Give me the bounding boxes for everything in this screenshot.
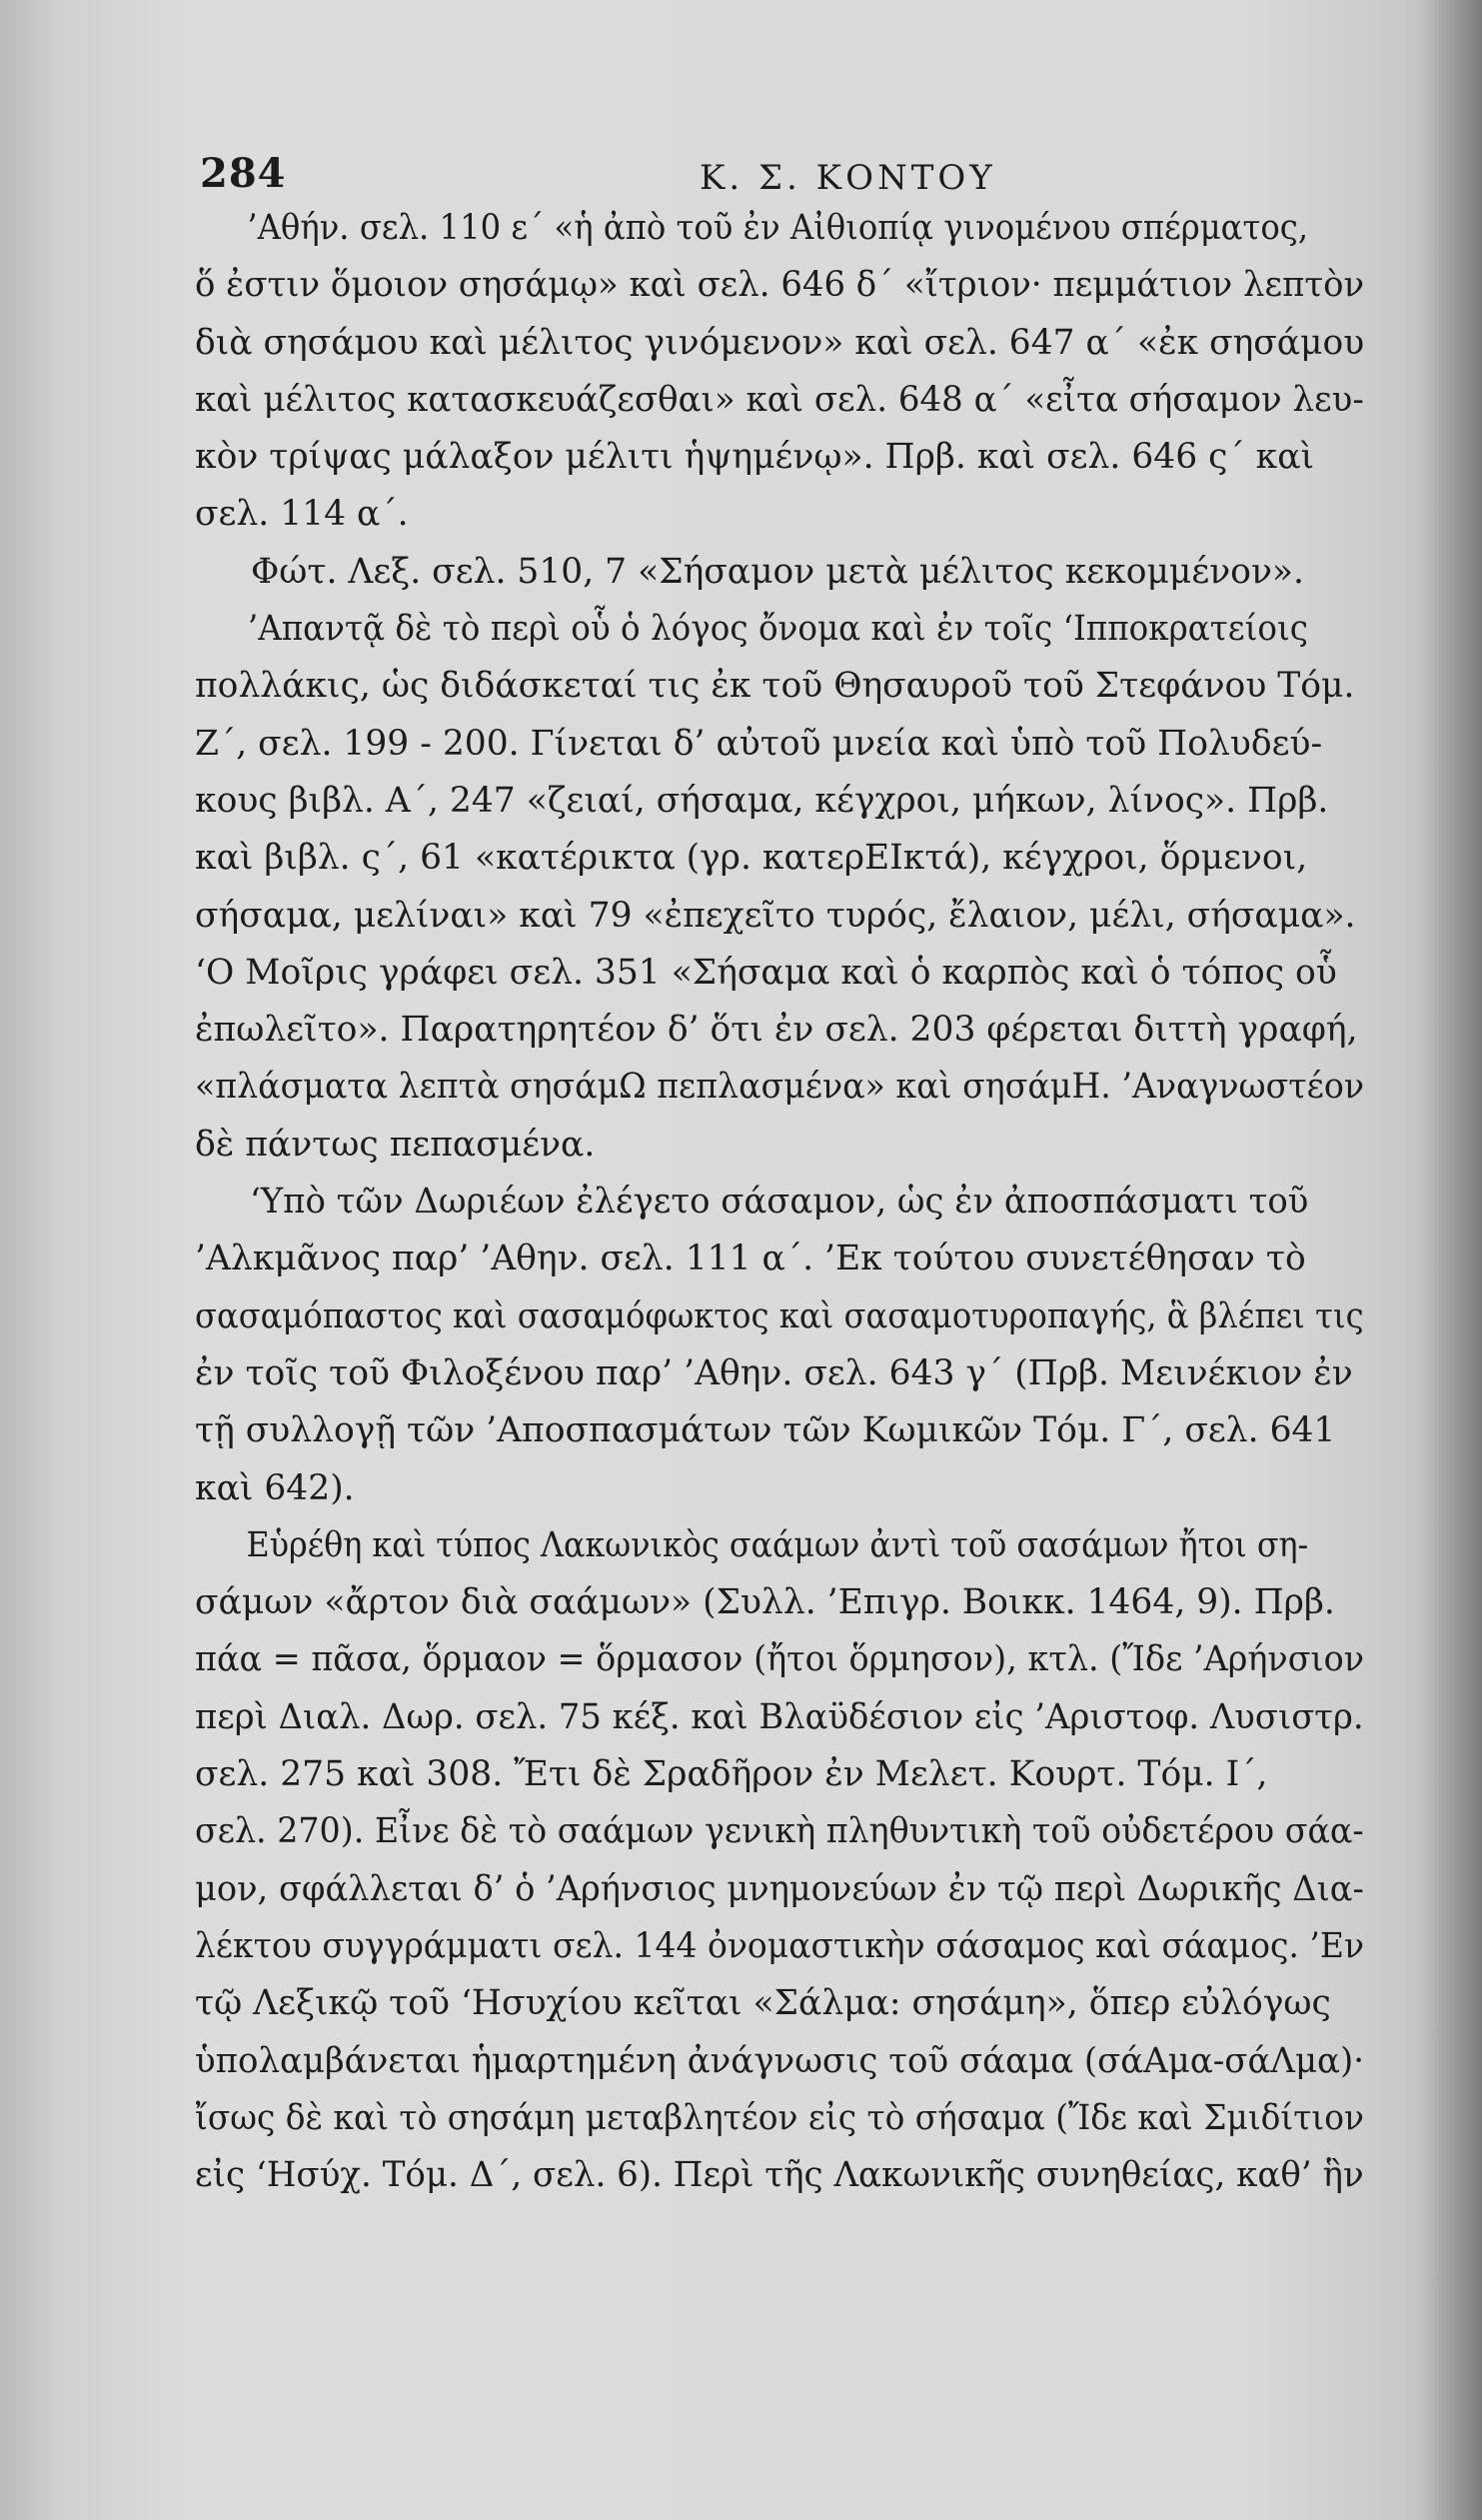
text-line: δὲ πάντως πεπασμένα. <box>195 1124 596 1165</box>
running-head: Κ. Σ. ΚΟΝΤΟΥ <box>700 158 996 198</box>
text-line: μον, σφάλλεται δ’ ὁ ’Αρήνσιος μνημονεύων ἐν τῷ περὶ Δωρικῆς Δια- <box>195 1868 1364 1909</box>
text-line: Φώτ. Λεξ. σελ. 510, 7 «Σήσαμον μετὰ μέλιτος κεκομμένον». <box>251 551 1304 592</box>
text-line: ἐπωλεῖτο». Παρατηρητέον δ’ ὅτι ἐν σελ. 203 φέρεται διττὴ γραφή, <box>195 1010 1358 1051</box>
text-line: λέκτου συγγράμματι σελ. 144 ὀνομαστικὴν σάσαμος καὶ σάαμος. ’Εν <box>195 1925 1365 1966</box>
text-line: τῇ συλλογῇ τῶν ’Αποσπασμάτων τῶν Κωμικῶν Τόμ. Γ΄, σελ. 641 <box>195 1410 1336 1451</box>
page-number: 284 <box>200 150 287 197</box>
text-line: σάμων «ἄρτον διὰ σαάμων» (Συλλ. ’Επιγρ. Βοικκ. 1464, 9). Πρβ. <box>195 1582 1335 1623</box>
text-line: σήσαμα, μελίναι» καὶ 79 «ἐπεχεῖτο τυρός, ἔλαιον, μέλι, σήσαμα». <box>195 895 1356 936</box>
text-line: σασαμόπαστος καὶ σασαμόφωκτος καὶ σασαμοτυροπαγής, ἃ βλέπει τις <box>195 1295 1364 1336</box>
text-line: κὸν τρίψας μάλαξον μέλιτι ἡψημένῳ». Πρβ. καὶ σελ. 646 ς΄ καὶ <box>195 437 1315 478</box>
text-line: ’Αλκμᾶνος παρ’ ’Αθην. σελ. 111 α΄. ’Εκ τούτου συνετέθησαν τὸ <box>195 1239 1306 1279</box>
text-line: καὶ 642). <box>195 1467 355 1508</box>
text-line: «πλάσματα λεπτὰ σησάμΩ πεπλασμένα» καὶ σησάμΗ. ’Αναγνωστέον <box>195 1067 1365 1108</box>
text-line: σελ. 114 α΄. <box>195 494 409 535</box>
text-line: πολλάκις, ὡς διδάσκεταί τις ἐκ τοῦ Θησαυροῦ τοῦ Στεφάνου Τόμ. <box>195 666 1355 707</box>
text-line: ἴσως δὲ καὶ τὸ σησάμη μεταβλητέον εἰς τὸ σήσαμα (Ἴδε καὶ Σμιδίτιον <box>195 2097 1364 2138</box>
text-line: σελ. 275 καὶ 308. Ἔτι δὲ Σραδῆρον ἐν Μελετ. Κουρτ. Τόμ. Ι΄, <box>195 1754 1268 1795</box>
text-line: ὅ ἐστιν ὅμοιον σησάμῳ» καὶ σελ. 646 δ΄ «ἴτριον· πεμμάτιον λεπτὸν <box>195 265 1365 306</box>
text-line: εἰς ‘Ησύχ. Τόμ. Δ΄, σελ. 6). Περὶ τῆς Λακωνικῆς συνηθείας, καθ’ ἣν <box>195 2155 1364 2196</box>
body-text <box>195 200 1364 2204</box>
text-line: τῷ Λεξικῷ τοῦ ‘Ησυχίου κεῖται «Σάλμα: σησάμη», ὅπερ εὐλόγως <box>195 1983 1331 2024</box>
text-line: καὶ μέλιτος κατασκευάζεσθαι» καὶ σελ. 648 α΄ «εἶτα σήσαμον λευ- <box>195 379 1364 420</box>
text-line: καὶ βιβλ. ς΄, 61 «κατέρικτα (γρ. κατερΕΙκτά), κέγχροι, ὅρμενοι, <box>195 838 1308 879</box>
text-line: ’Απαντᾷ δὲ τὸ περὶ οὗ ὁ λόγος ὄνομα καὶ ἐν τοῖς ‘Ιπποκρατείοις <box>247 609 1309 650</box>
text-line: ‘Υπὸ τῶν Δωριέων ἐλέγετο σάσαμον, ὡς ἐν ἀποσπάσματι τοῦ <box>250 1182 1309 1223</box>
text-line: ὑπολαμβάνεται ἡμαρτημένη ἀνάγνωσις τοῦ σάαμα (σάΑμα-σάΛμα)· <box>195 2040 1365 2081</box>
text-line: ἐν τοῖς τοῦ Φιλοξένου παρ’ ’Αθην. σελ. 643 γ΄ (Πρβ. Μεινέκιον ἐν <box>195 1352 1353 1393</box>
text-line: Ζ΄, σελ. 199 - 200. Γίνεται δ’ αὐτοῦ μνεία καὶ ὑπὸ τοῦ Πολυδεύ- <box>195 723 1323 764</box>
text-line: ’Αθήν. σελ. 110 ε΄ «ἡ ἀπὸ τοῦ ἐν Αἰθιοπίᾳ γινομένου σπέρματος, <box>247 208 1309 248</box>
text-line: σελ. 270). Εἶνε δὲ τὸ σαάμων γενικὴ πληθυντικὴ τοῦ οὐδετέρου σάα- <box>195 1811 1364 1852</box>
text-line: κους βιβλ. Α΄, 247 «ζειαί, σήσαμα, κέγχροι, μήκων, λίνος». Πρβ. <box>195 780 1329 821</box>
text-line: πάα = πᾶσα, ὅρμαον = ὅρμασον (ἤτοι ὅρμησον), κτλ. (Ἴδε ’Αρήνσιον <box>195 1639 1365 1680</box>
text-line: διὰ σησάμου καὶ μέλιτος γινόμενον» καὶ σελ. 647 α΄ «ἐκ σησάμου <box>195 322 1365 363</box>
text-line: Εὑρέθη καὶ τύπος Λακωνικὸς σαάμων ἀντὶ τοῦ σασάμων ἤτοι ση- <box>246 1524 1309 1565</box>
text-line: περὶ Διαλ. Δωρ. σελ. 75 κέξ. καὶ Βλαϋδέσιον εἰς ’Αριστοφ. Λυσιστρ. <box>195 1696 1364 1737</box>
text-line: ‘Ο Μοῖρις γράφει σελ. 351 «Σήσαμα καὶ ὁ καρπὸς καὶ ὁ τόπος οὗ <box>195 952 1337 993</box>
page-edge-shadow <box>1424 0 1482 2520</box>
